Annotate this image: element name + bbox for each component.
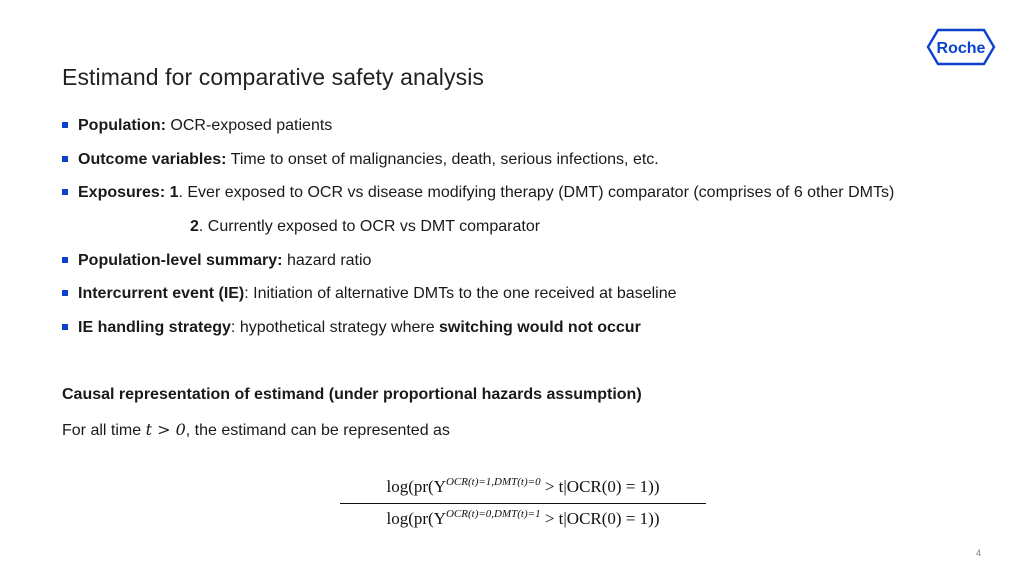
- bullet-exposures-2: [62, 217, 1002, 251]
- bullet-label: Population:: [78, 117, 166, 134]
- formula-denominator-sup: OCR(t)=0,DMT(t)=1: [445, 508, 541, 520]
- formula-numerator-pre: log(pr(Y: [386, 477, 446, 496]
- bullet-square-icon: [62, 290, 68, 296]
- bullet-outcome-variables: [62, 150, 1002, 184]
- logo-text: Roche: [936, 40, 986, 57]
- bullet-text: . Ever exposed to OCR vs disease modifying therapy (DMT) comparator (comprises of 6 other DMTs): [178, 184, 895, 202]
- bullet-label: IE handling strategy: [78, 319, 231, 337]
- bullet-label: 2: [190, 218, 199, 236]
- estimand-formula: [340, 476, 706, 529]
- causal-intro-pre: For all time: [62, 422, 146, 439]
- bullet-text: : Initiation of alternative DMTs to the one received at baseline: [244, 285, 677, 303]
- formula-numerator-sup: OCR(t)=1,DMT(t)=0: [445, 476, 541, 488]
- formula-numerator: [340, 476, 706, 500]
- causal-intro-post: , the estimand can be represented as: [185, 422, 450, 439]
- bullet-text: : hypothetical strategy where: [230, 319, 440, 337]
- formula-numerator-post: > t|OCR(0) = 1)): [540, 477, 660, 496]
- bullet-intercurrent-event: [62, 284, 1002, 318]
- bullet-list: [62, 116, 1002, 352]
- bullet-square-icon: [62, 257, 68, 263]
- formula-denominator: [340, 508, 706, 529]
- bullet-square-icon: [62, 156, 68, 162]
- page-number: 4: [976, 548, 982, 558]
- bullet-text: . Currently exposed to OCR vs DMT comparator: [198, 218, 541, 236]
- formula-denominator-pre: log(pr(Y: [386, 509, 446, 528]
- roche-logo: [926, 28, 996, 66]
- bullet-population-level-summary: [62, 251, 1002, 285]
- bullet-label: Population-level summary:: [78, 251, 283, 269]
- causal-intro-math: t > 0: [145, 420, 186, 439]
- bullet-text: Time to onset of malignancies, death, serious infections, etc.: [226, 150, 659, 168]
- bullet-label: Outcome variables:: [78, 150, 227, 168]
- bullet-label: Intercurrent event (IE): [78, 285, 245, 303]
- causal-intro: [62, 420, 450, 440]
- formula-denominator-post: > t|OCR(0) = 1)): [540, 509, 660, 528]
- bullet-label: Exposures: 1: [78, 184, 179, 202]
- bullet-emphasis: switching would not occur: [439, 319, 641, 337]
- bullet-square-icon: [62, 189, 68, 195]
- bullet-ie-handling-strategy: [62, 318, 1002, 352]
- fraction-bar: [340, 503, 706, 504]
- bullet-population: [62, 116, 1002, 150]
- bullet-exposures: [62, 183, 1002, 217]
- bullet-text: hazard ratio: [282, 251, 372, 269]
- bullet-square-icon: [62, 122, 68, 128]
- slide-title: Estimand for comparative safety analysis: [62, 64, 485, 90]
- causal-heading: Causal representation of estimand (under proportional hazards assumption): [62, 386, 642, 403]
- bullet-square-icon: [62, 324, 68, 330]
- bullet-text: OCR-exposed patients: [165, 117, 333, 134]
